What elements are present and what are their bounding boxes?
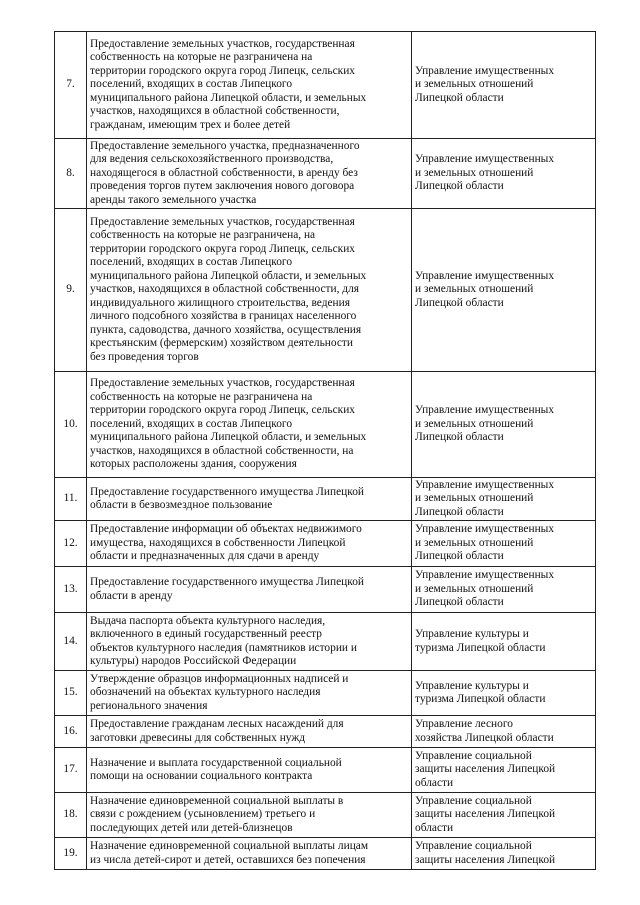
service-text: Назначение единовременной социальной выплаты лицам из числа детей-сирот и детей, оставшихся без попечения [90, 840, 369, 866]
service-name [87, 567, 412, 613]
table-row [55, 748, 596, 793]
row-number: 16. [55, 716, 87, 748]
table-row [55, 521, 596, 567]
service-name [87, 139, 412, 209]
service-name [87, 793, 412, 838]
responsible-body [412, 671, 596, 716]
table-row [55, 613, 596, 671]
responsible-body [412, 748, 596, 793]
table-row [55, 567, 596, 613]
service-name [87, 478, 412, 521]
responsible-body [412, 478, 596, 521]
table-row [55, 838, 596, 870]
row-number: 14. [55, 613, 87, 671]
row-number: 9. [55, 209, 87, 372]
service-name [87, 372, 412, 478]
service-name [87, 32, 412, 139]
org-text: Управление имущественных и земельных отношений Липецкой области [415, 153, 555, 193]
service-text: Предоставление информации об объектах недвижимого имущества, находящихся в собственности Липецкой области и предназначенных для сдачи в аренду [90, 523, 362, 563]
org-text: Управление имущественных и земельных отношений Липецкой области [415, 64, 555, 104]
responsible-body [412, 372, 596, 478]
table-row [55, 139, 596, 209]
row-number: 18. [55, 793, 87, 838]
org-text: Управление лесного хозяйства Липецкой области [415, 718, 554, 744]
table-row [55, 716, 596, 748]
responsible-body [412, 716, 596, 748]
org-text: Управление имущественных и земельных отношений Липецкой области [415, 569, 555, 609]
row-number: 17. [55, 748, 87, 793]
service-name [87, 671, 412, 716]
org-text: Управление имущественных и земельных отношений Липецкой области [415, 478, 555, 518]
service-text: Предоставление государственного имущества Липецкой области в безвозмездное пользование [90, 485, 364, 511]
service-name [87, 521, 412, 567]
org-text: Управление социальной защиты населения Липецкой области [415, 749, 556, 789]
row-number: 8. [55, 139, 87, 209]
services-table [54, 31, 596, 870]
responsible-body [412, 613, 596, 671]
responsible-body [412, 567, 596, 613]
service-text: Предоставление государственного имущества Липецкой области в аренду [90, 576, 364, 602]
table-row [55, 32, 596, 139]
service-text: Предоставление земельных участков, государственная собственность на которые не разграничена на территории городского округа город Липецк, сельских поселений, входящих в состав Липецкого муниципального района Липецкой области, и земельных участков, находящихся в областной собственности, гражданам, имеющим трех и более детей [90, 37, 367, 131]
service-text: Выдача паспорта объекта культурного наследия, включенного в единый государственный реестр объектов культурного наследия (памятников истории и культуры) народов Российской Федерации [90, 614, 357, 667]
service-name [87, 613, 412, 671]
row-number: 19. [55, 838, 87, 870]
org-text: Управление имущественных и земельных отношений Липецкой области [415, 269, 555, 309]
responsible-body [412, 838, 596, 870]
service-text: Предоставление гражданам лесных насаждений для заготовки древесины для собственных нужд [90, 718, 344, 744]
service-text: Утверждение образцов информационных надписей и обозначений на объектах культурного наследия регионального значения [90, 672, 349, 712]
table-row [55, 793, 596, 838]
service-name [87, 209, 412, 372]
service-text: Назначение и выплата государственной социальной помощи на основании социального контракта [90, 756, 342, 782]
table-row [55, 671, 596, 716]
table-row [55, 372, 596, 478]
org-text: Управление имущественных и земельных отношений Липецкой области [415, 404, 555, 444]
service-text: Предоставление земельных участков, государственная собственность на которые не разграничена на территории городского округа город Липецк, сельских поселений, входящих в состав Липецкого муниципального района Липецкой области, и земельных участков, находящихся в областной собственности, на которых расположены здания, сооружения [90, 377, 367, 471]
org-text: Управление социальной защиты населения Липецкой [415, 840, 556, 866]
responsible-body [412, 521, 596, 567]
responsible-body [412, 139, 596, 209]
row-number: 12. [55, 521, 87, 567]
service-text: Предоставление земельных участков, государственная собственность на которые не разграничена, на территории городского округа город Липецк, сельских поселений, входящих в состав Липецкого муниципального района Липецкой области, и земельных участков, находящихся в областной собственности, для индивидуального жилищного строительства, ведения личного подсобного хозяйства в границах населенного пункта, садоводства, дачного хозяйства, осуществления крестьянским (фермерским) хозяйством деятельности без проведения торгов [90, 215, 367, 363]
responsible-body [412, 209, 596, 372]
row-number: 15. [55, 671, 87, 716]
service-text: Назначение единовременной социальной выплаты в связи с рождением (усыновлением) третьего и последующих детей или детей-близнецов [90, 794, 344, 834]
table-row [55, 478, 596, 521]
row-number: 10. [55, 372, 87, 478]
service-name [87, 838, 412, 870]
row-number: 11. [55, 478, 87, 521]
row-number: 7. [55, 32, 87, 139]
table-row [55, 209, 596, 372]
org-text: Управление социальной защиты населения Липецкой области [415, 794, 556, 834]
org-text: Управление имущественных и земельных отношений Липецкой области [415, 523, 555, 563]
service-name [87, 748, 412, 793]
responsible-body [412, 32, 596, 139]
org-text: Управление культуры и туризма Липецкой области [415, 679, 546, 705]
service-text: Предоставление земельного участка, предназначенного для ведения сельскохозяйственного производства, находящегося в областной собственности, в аренду без проведения торгов путем заключения нового договора аренды такого земельного участка [90, 139, 360, 206]
service-name [87, 716, 412, 748]
responsible-body [412, 793, 596, 838]
org-text: Управление культуры и туризма Липецкой области [415, 628, 546, 654]
row-number: 13. [55, 567, 87, 613]
